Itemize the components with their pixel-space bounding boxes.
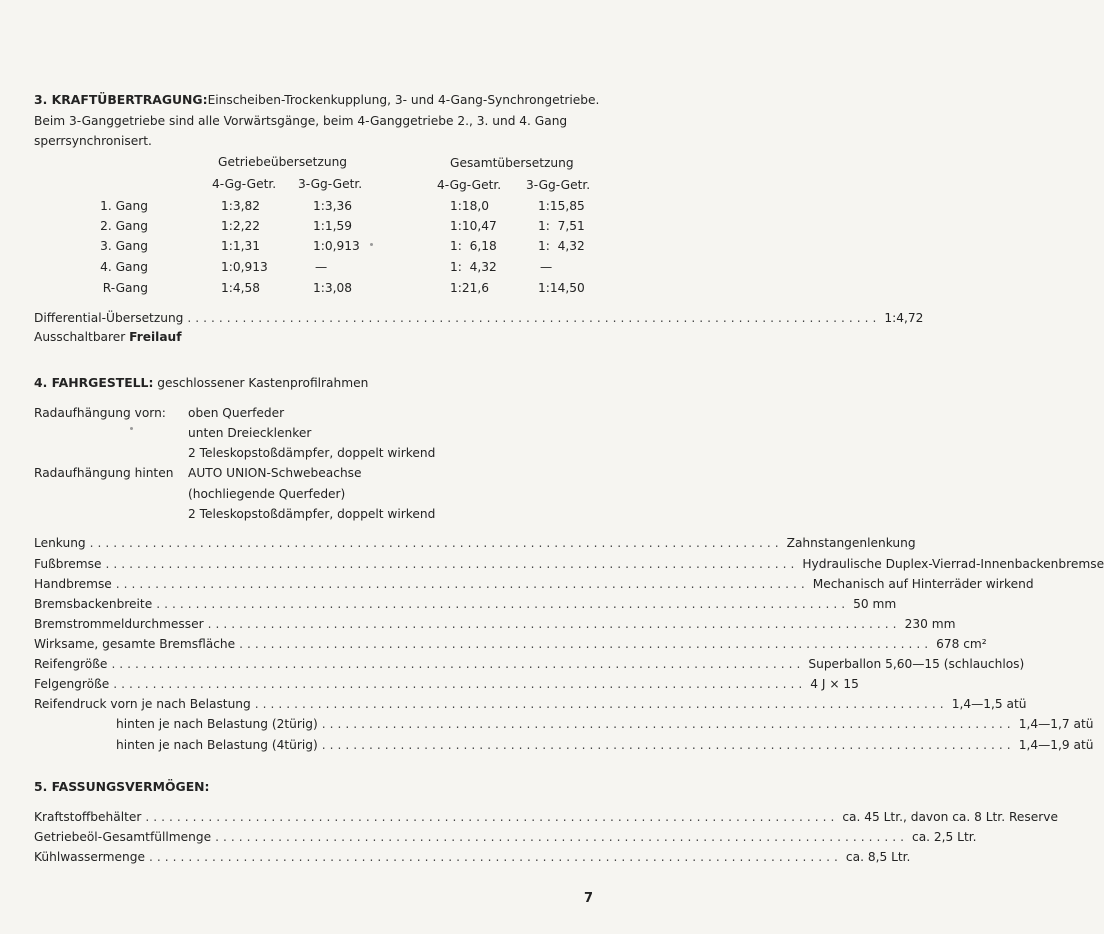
total-ratio-3gg: — [540,260,553,274]
spec-value: 1,4—1,7 atü [1018,717,1094,731]
scan-speck [130,427,133,430]
spec-label: hinten je nach Belastung (2türig) [116,717,318,731]
rear-suspension-line: (hochliegende Querfeder) [188,487,346,501]
front-suspension-line: 2 Teleskopstoßdämpfer, doppelt wirkend [188,446,436,460]
total-ratio-3gg: 1:14,50 [538,281,585,295]
col-header-4gg-total: 4-Gg-Getr. [437,178,502,192]
spec-row-bremsbackenbreite [34,596,897,612]
gear-ratio-4gg: 1:4,58 [221,281,260,295]
spec-value: 4 J × 15 [810,677,859,691]
col-header-3gg-total: 3-Gg-Getr. [526,178,591,192]
gear-ratio-4gg: 1:0,913 [221,260,268,274]
spec-row-reifengroesse [34,656,1025,672]
spec-value: 1:4,72 [884,311,924,325]
gear-ratio-4gg: 1:1,31 [221,239,260,253]
dot-leader: ........................................................................................ [111,657,805,671]
spec-row-reifendruck-hinten-2 [116,716,1094,732]
spec-value: ca. 45 Ltr., davon ca. 8 Ltr. Reserve [842,810,1058,824]
table-header-gesamt: Gesamtübersetzung [450,156,574,170]
total-ratio-4gg: 1:18,0 [450,199,489,213]
section4-heading: 4. FAHRGESTELL: [34,375,154,390]
gear-ratio-3gg: 1:3,08 [313,281,352,295]
spec-label: Bremstrommeldurchmesser [34,617,204,631]
dot-leader: ........................................................................................ [239,637,933,651]
dot-leader: ........................................................................................ [321,738,1015,752]
section3-intro-text: Einscheiben-Trockenkupplung, 3- und 4-Gang-Synchrongetriebe. [207,93,600,107]
section4-heading-text: geschlossener Kastenprofilrahmen [153,376,369,390]
spec-row-kuehlwasser [34,849,911,865]
gear-ratio-4gg: 1:3,82 [221,199,260,213]
spec-row-handbremse [34,576,1034,592]
rear-suspension-line: 2 Teleskopstoßdämpfer, doppelt wirkend [188,507,436,521]
page-number: 7 [584,891,594,906]
spec-label: Differential-Übersetzung [34,311,184,325]
spec-row-differential [34,310,924,326]
spec-row-lenkung [34,535,916,551]
spec-value: Zahnstangenlenkung [786,536,916,550]
spec-label: Kraftstoffbehälter [34,810,142,824]
spec-value: ca. 2,5 Ltr. [912,830,977,844]
section3-heading: 3. KRAFTÜBERTRAGUNG: [34,92,208,107]
total-ratio-4gg: 1:10,47 [450,219,497,233]
dot-leader: ........................................................................................ [321,717,1015,731]
spec-row-reifendruck-vorn [34,696,1027,712]
spec-value: 1,4—1,9 atü [1018,738,1094,752]
freilauf-bold: Freilauf [129,330,182,344]
col-header-4gg: 4-Gg-Getr. [212,177,277,191]
gear-label: 2. Gang [100,219,148,233]
spec-row-felgengroesse [34,676,859,692]
front-suspension-line: oben Querfeder [188,406,285,420]
gear-label: R-Gang [102,281,148,295]
dot-leader: ........................................................................................ [105,557,799,571]
rear-suspension-line: AUTO UNION-Schwebeachse [188,466,362,480]
gear-label: 4. Gang [100,260,148,274]
spec-value: Mechanisch auf Hinterräder wirkend [812,577,1034,591]
spec-value: 1,4—1,5 atü [951,697,1027,711]
dot-leader: ........................................................................................ [215,830,908,844]
spec-value: 678 cm² [936,637,987,651]
spec-label: Bremsbackenbreite [34,597,153,611]
dot-leader: ........................................................................................ [187,311,881,325]
gear-ratio-3gg: 1:3,36 [313,199,352,213]
spec-value: 50 mm [853,597,897,611]
total-ratio-3gg: 1: 7,51 [538,219,585,233]
total-ratio-4gg: 1:21,6 [450,281,489,295]
gear-ratio-3gg: 1:0,913 [313,239,360,253]
spec-value: Hydraulische Duplex-Vierrad-Innenbackenbremse [802,557,1104,571]
spec-value: ca. 8,5 Ltr. [845,850,911,864]
dot-leader: ........................................................................................ [156,597,850,611]
section3-intro-line3: sperrsynchronisert. [34,134,152,148]
table-header-getriebe: Getriebeübersetzung [218,155,348,169]
spec-row-bremstrommel [34,616,956,632]
spec-row-fussbremse [34,556,1104,572]
scan-speck [370,243,373,246]
front-suspension-label: Radaufhängung vorn: [34,406,166,420]
section5-heading: 5. FASSUNGSVERMÖGEN: [34,779,210,794]
total-ratio-3gg: 1:15,85 [538,199,585,213]
spec-label: hinten je nach Belastung (4türig) [116,738,318,752]
freilauf-line [34,329,182,345]
dot-leader: ........................................................................................ [89,536,783,550]
spec-label: Kühlwassermenge [34,850,145,864]
spec-value: 230 mm [904,617,956,631]
spec-label: Reifengröße [34,657,108,671]
gear-label: 1. Gang [100,199,148,213]
dot-leader: ........................................................................................ [254,697,948,711]
total-ratio-4gg: 1: 6,18 [450,239,497,253]
total-ratio-3gg: 1: 4,32 [538,239,585,253]
spec-label: Felgengröße [34,677,110,691]
dot-leader: ........................................................................................ [207,617,901,631]
spec-row-reifendruck-hinten-4 [116,737,1094,753]
spec-label: Fußbremse [34,557,102,571]
col-header-3gg: 3-Gg-Getr. [298,177,363,191]
dot-leader: ........................................................................................ [145,810,839,824]
spec-row-getriebeoel [34,829,977,845]
dot-leader: ........................................................................................ [115,577,809,591]
section3-intro-line1 [34,92,599,108]
rear-suspension-label: Radaufhängung hinten [34,466,174,480]
gear-ratio-3gg: — [315,260,328,274]
section3-intro-line2: Beim 3-Ganggetriebe sind alle Vorwärtsgänge, beim 4-Ganggetriebe 2., 3. und 4. Gang [34,114,568,128]
spec-label: Handbremse [34,577,112,591]
gear-ratio-3gg: 1:1,59 [313,219,352,233]
dot-leader: ........................................................................................ [113,677,807,691]
spec-label: Wirksame, gesamte Bremsfläche [34,637,236,651]
spec-row-kraftstoff [34,809,1058,825]
gear-ratio-4gg: 1:2,22 [221,219,260,233]
spec-value: Superballon 5,60—15 (schlauchlos) [808,657,1025,671]
section4-heading-line [34,375,368,391]
gear-label: 3. Gang [100,239,148,253]
spec-label: Lenkung [34,536,86,550]
front-suspension-line: unten Dreiecklenker [188,426,312,440]
freilauf-prefix: Ausschaltbarer [34,330,130,344]
spec-row-bremsflaeche [34,636,987,652]
spec-label: Reifendruck vorn je nach Belastung [34,697,251,711]
spec-label: Getriebeöl-Gesamtfüllmenge [34,830,212,844]
total-ratio-4gg: 1: 4,32 [450,260,497,274]
dot-leader: ........................................................................................ [148,850,842,864]
